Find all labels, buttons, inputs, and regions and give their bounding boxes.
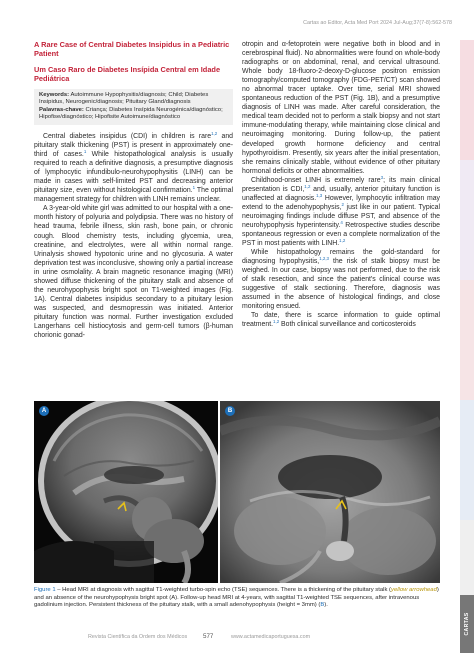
body-paragraph xyxy=(242,248,440,311)
paragraph-text: just like in our patient. Typical neuroimaging findings include diffuse PST, and absence of the neurohypophysis hyperintensity. xyxy=(242,203,440,229)
page-footer xyxy=(34,634,440,644)
right-column xyxy=(242,40,440,330)
section-tabs xyxy=(460,0,474,663)
reference-marker[interactable]: 1,2 xyxy=(339,238,346,244)
body-paragraph xyxy=(34,132,233,204)
reference-marker[interactable]: 1 xyxy=(83,149,87,155)
mri-image-a xyxy=(34,401,218,583)
panel-label-b: B xyxy=(225,406,235,416)
palavras-line xyxy=(39,107,228,122)
keywords-text: Autoimmune Hypophysitis/diagnosis; Child; Diabetes Insipidus, Neurogenic/diagnosis; Pituitary Gland/diagnosis xyxy=(39,91,209,106)
reference-marker[interactable]: 2 xyxy=(341,201,344,207)
paragraph-text: the risk of stalk biopsy must be weighed. In our case, biopsy was not performed, due to the risk of stalk resection, and since the patient's clinical course was suggestive of stalk sectioning. Therefore, diagnosis was assumed in the absence of histological findings, and close monitoring ensued. xyxy=(242,258,440,311)
paragraph-text: Retrospective studies describe spontaneous regression or even a complete normalization of the PST in most patients with LINH. xyxy=(242,221,441,248)
page-number: 577 xyxy=(203,633,214,640)
body-paragraph xyxy=(242,40,440,176)
section-tab[interactable] xyxy=(460,280,474,400)
left-column xyxy=(34,40,233,340)
panel-label-a: A xyxy=(39,406,49,416)
paragraph-text: While histopathology remains the gold-standard for diagnosing hypophysitis, xyxy=(242,249,440,266)
caption-figure-label: Figure 1 xyxy=(34,587,56,593)
article-title-english: A Rare Case of Central Diabetes Insipidus in a Pediatric Patient xyxy=(34,40,230,59)
paragraph-text: Both clinical surveillance and corticosteroids xyxy=(279,321,416,329)
section-tab[interactable] xyxy=(460,160,474,280)
keywords-label: Keywords: xyxy=(39,91,70,98)
article-title-portuguese: Um Caso Raro de Diabetes Insípida Central em Idade Pediátrica xyxy=(34,64,221,84)
section-tab[interactable] xyxy=(460,400,474,520)
paragraph-text: However, lymphocytic infiltration may extend to the adenohypophysis, xyxy=(242,194,440,211)
reference-marker[interactable]: 1,2,3 xyxy=(319,256,329,262)
body-paragraph xyxy=(242,176,440,248)
reference-marker[interactable]: 4 xyxy=(340,219,343,225)
paragraph-text: Childhood-onset LINH is extremely rare xyxy=(251,176,381,184)
paragraph-text: otropin and α-fetoprotein were negative both in blood and in cerebrospinal fluid). No abnormalities were found on whole-body radiographs or on abdominal, renal, and cervical ultrasound. Whole body 18-fluoro-2-deoxy-D-glucose positron emission tomography/computed tomography (FDG-PET/CT) scan showed no abnormal tracer uptake. Over time, serial MRI showed spontaneous reduction of the PST (Fig. 1B), and a presumptive diagnosis of LINH was made. After careful consideration, the medical team decided not to perform a stalk biopsy and not start immune-modulating therapy, while maintaining close clinical and neuroimaging monitoring. During follow-up, the patient developed growth hormone deficiency and central hypothyroidism. Presently, six years after the initial presentation, she remains clinically stable, without evidence of other pituitary hormonal deficits or other abnormalities. xyxy=(242,41,440,175)
paragraph-text: A 3-year-old white girl was admitted to our hospital with a one-month history of polyuria and polydipsia. There was no history of head trauma, febrile illness, skin rash, bone pain, or chronic cough. Blood chemistry tests, including glycemia, urea, creatinine, and electrolytes, were all within normal range. Urinalysis showed hypotonic urine and no glycosuria. A water deprivation test was inconclusive, showing only a partial increase in urine osmolality. A brain magnetic resonance imaging (MRI) showed diffuse thickening of the pituitary stalk and absence of the neurohypophysis bright spot on T1-weighted images (Fig. 1A). Central diabetes insipidus secondary to a pituitary lesion was suspected, and desmopressin was initiated. Anterior pituitary function was normal. Further investigation excluded Langerhans cell histiocytosis and germ-cell tumors (β-human chorionic gonad- xyxy=(34,205,233,340)
reference-marker[interactable]: 1,2 xyxy=(211,131,218,136)
body-paragraph xyxy=(242,311,440,329)
section-tab-label: CARTAS xyxy=(464,612,470,636)
caption-text: ). xyxy=(324,602,328,608)
section-tab[interactable] xyxy=(460,520,474,595)
figure-caption xyxy=(34,587,440,610)
footer-journal: Revista Científica da Ordem dos Médicos xyxy=(88,634,188,640)
paragraph-text: The optimal management strategy for children with LINH remains unclear. xyxy=(34,187,233,204)
paragraph-text: and pituitary stalk thickening (PST) is present in approximately one-third of cases. xyxy=(34,133,233,159)
reference-marker[interactable]: 1,2 xyxy=(273,319,280,325)
paragraph-text: While histopathological analysis is usually required to reach a definitive diagnosis, a presumptive diagnosis of lymphocytic infundibulo-neurohypophysitis (LINH) can be made in cases with self-limited PST and decreasing anterior pituitary size, even without histological confirmation. xyxy=(34,151,233,195)
paragraph-text: To date, there is scarce information to guide optimal treatment. xyxy=(242,312,440,329)
mri-image-b xyxy=(220,401,440,583)
reference-marker[interactable]: 1,3 xyxy=(316,192,323,198)
caption-text: – Head MRI at diagnosis with sagittal T1-weighted turbo-spin echo (TSE) sequences. There is a thickening of the pituitary stalk ( xyxy=(55,587,392,593)
reference-marker[interactable]: 3 xyxy=(380,174,384,180)
running-header: Cartas ao Editor, Acta Med Port 2024 Jul-Aug;37(7-8):562-578 xyxy=(303,20,452,26)
figure-1 xyxy=(34,401,440,583)
keywords-line xyxy=(39,92,228,107)
caption-arrowhead-text: yellow arrowhead xyxy=(391,587,437,593)
paragraph-text: and, usually, anterior pituitary function is unaffected at diagnosis. xyxy=(242,185,441,202)
caption-panel-ref: B xyxy=(320,602,325,608)
palavras-text: Criança; Diabetes Insípida Neurogénica/diagnóstico; Hipofise/diagnóstico; Hipofisite Autoimune/diagnóstico xyxy=(39,106,223,121)
mri-panel-b xyxy=(220,401,440,583)
mri-panel-a xyxy=(34,401,218,583)
caption-text: ) and an absence of the neurohypophysis bright spot (A). Follow-up head MRI at 4-years, with sagittal T1-weighted TSE sequences, after intravenous gadolinium injection. Persistent thickness of the pituitary stalk, with a small adenohypophysis (height = 3mm) ( xyxy=(34,587,439,608)
palavras-label: Palavras-chave: xyxy=(39,106,84,113)
footer-url[interactable]: www.actamedicaportuguesa.com xyxy=(231,634,311,640)
body-paragraph xyxy=(34,204,233,340)
section-tab-cartas[interactable] xyxy=(460,595,474,653)
reference-marker[interactable]: 1,2 xyxy=(304,183,311,189)
reference-marker[interactable]: 1 xyxy=(192,185,196,191)
section-tab[interactable] xyxy=(460,40,474,160)
paragraph-text: ; its main clinical presentation is CDI, xyxy=(242,176,440,193)
keywords-box xyxy=(34,89,233,125)
paragraph-text: Central diabetes insipidus (CDI) in children is rare xyxy=(43,133,212,140)
